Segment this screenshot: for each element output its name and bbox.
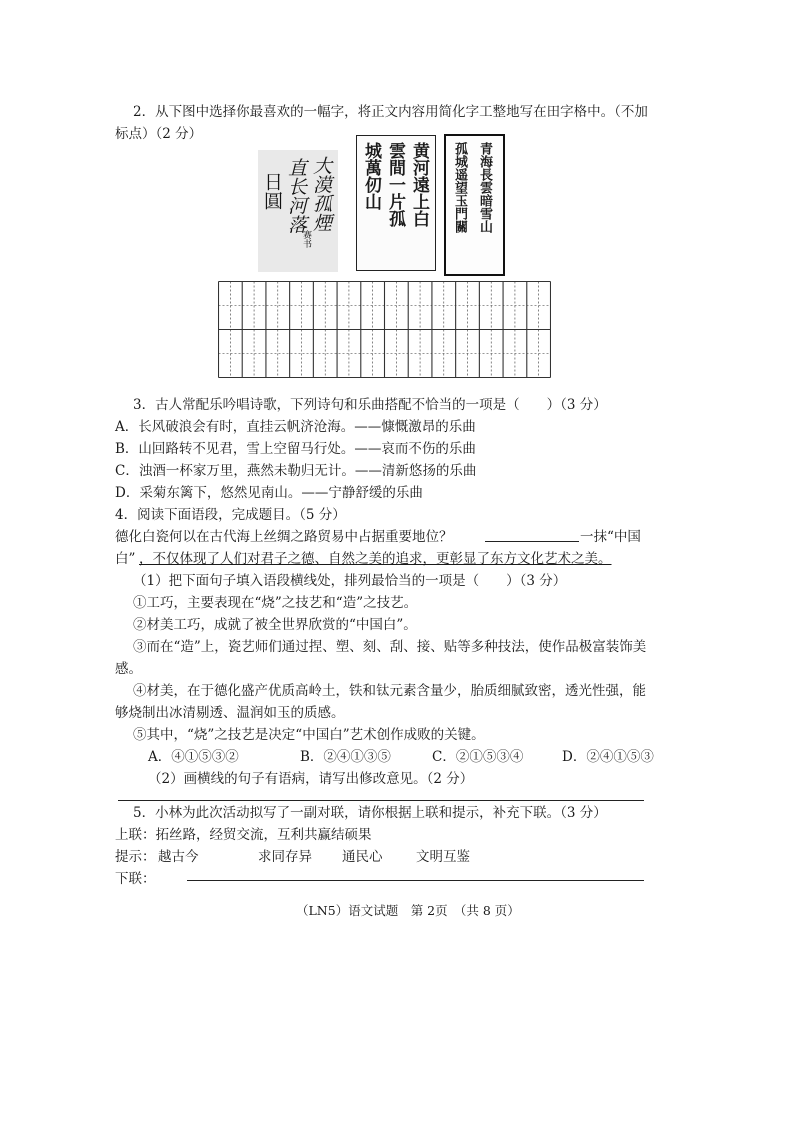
tianzige-grid[interactable] [218, 281, 551, 378]
q4-s4b: 够烧制出冰清剔透、温润如玉的质感。 [115, 705, 345, 721]
q4-option-a[interactable]: A．④①⑤③② [148, 749, 239, 765]
q4-para-c: 白” [115, 551, 136, 567]
calligraphy-lishu-image [444, 134, 505, 276]
q3-stem: 3．古人常配乐吟唱诗歌，下列诗句和乐曲搭配不恰当的一项是（ ）（3 分） [133, 397, 607, 413]
q4-option-b[interactable]: B．②④①③⑤ [300, 749, 391, 765]
cursive-col2: 直长河落 [285, 158, 307, 234]
q5-hint-label: 提示： [115, 849, 156, 865]
cursive-col3: 大漠孤煙 [310, 156, 332, 232]
q4-s1: ①工巧，主要表现在“烧”之技艺和“造”之技艺。 [133, 595, 418, 611]
q4-blank-line[interactable] [485, 541, 579, 542]
q5-stem: 5．小林为此次活动拟写了一副对联，请你根据上联和提示，补充下联。（3 分） [133, 805, 607, 821]
q4-option-c[interactable]: C．②①⑤③④ [432, 749, 524, 765]
page-footer: （LN5）语文试题 第 2页 （共 8 页） [296, 903, 520, 918]
q4-s3a: ③而在“造”上，瓷艺师们通过捏、塑、刻、刮、接、贴等多种技法，使作品极富装饰美 [133, 639, 647, 655]
cursive-col1: 日圓 [261, 172, 283, 210]
q5-lower-label: 下联： [115, 871, 156, 887]
q3-option-d[interactable]: D．采菊东篱下，悠然见南山。——宁静舒缓的乐曲 [115, 485, 423, 501]
q5-upper-couplet: 上联：拓丝路，经贸交流，互利共赢结硕果 [115, 827, 372, 843]
q4-s3b: 感。 [115, 661, 142, 677]
q3-option-a[interactable]: A．长风破浪会有时，直挂云帆济沧海。——慷慨激昂的乐曲 [115, 419, 476, 435]
q4-para-b: 一抹“中国 [580, 529, 641, 545]
q4-answer-line[interactable] [118, 800, 644, 801]
cursive-seal: 赛书 [301, 230, 311, 248]
calligraphy-kaishu-image [356, 135, 436, 271]
q5-hint-2: 求同存异 [258, 849, 312, 865]
q3-option-c[interactable]: C．浊酒一杯家万里，燕然未勒归无计。——清新悠扬的乐曲 [115, 463, 477, 479]
q5-hint-3: 通民心 [342, 849, 383, 865]
lishu-col1: 孤城遥望玉門關 [452, 142, 467, 233]
q4-s2: ②材美工巧，成就了被全世界欣赏的“中国白”。 [133, 617, 417, 633]
q4-underlined-sentence: ，不仅体现了人们对君子之德、自然之美的追求，更彰显了东方文化艺术之美。 [139, 551, 612, 567]
calligraphy-cursive-image [258, 150, 338, 272]
q4-s5: ⑤其中，“烧”之技艺是决定“中国白”艺术创作成败的关键。 [133, 727, 485, 743]
q4-sub1: （1）把下面句子填入语段横线处，排列最恰当的一项是（ ）（3 分） [133, 573, 567, 589]
kaishu-col3: 黄河遠上白 [409, 142, 429, 227]
lishu-col2: 青海長雲暗雪山 [477, 142, 492, 233]
q4-stem: 4．阅读下面语段，完成题目。（5 分） [115, 507, 346, 523]
q2-line1: 2．从下图中选择你最喜欢的一幅字，将正文内容用简化字工整地写在田字格中。（不加 [133, 104, 648, 120]
q2-line2: 标点）（2 分） [115, 126, 203, 142]
q4-option-d[interactable]: D．②④①⑤③ [562, 749, 654, 765]
q4-sub2: （2）画横线的句子有语病，请写出修改意见。（2 分） [148, 771, 474, 787]
kaishu-col1: 城萬仞山 [361, 142, 381, 210]
q3-option-b[interactable]: B．山回路转不见君，雪上空留马行处。——哀而不伤的乐曲 [115, 441, 476, 457]
q4-para-a: 德化白瓷何以在古代海上丝绸之路贸易中占据重要地位？ [115, 529, 453, 545]
q4-s4a: ④材美，在于德化盛产优质高岭土，铁和钛元素含量少，胎质细腻致密，透光性强，能 [133, 683, 646, 699]
q5-lower-answer-line[interactable] [187, 880, 644, 881]
q5-hint-1: 越古今 [158, 849, 199, 865]
q5-hint-4: 文明互鉴 [416, 849, 470, 865]
kaishu-col2: 雲間一片孤 [385, 142, 405, 227]
